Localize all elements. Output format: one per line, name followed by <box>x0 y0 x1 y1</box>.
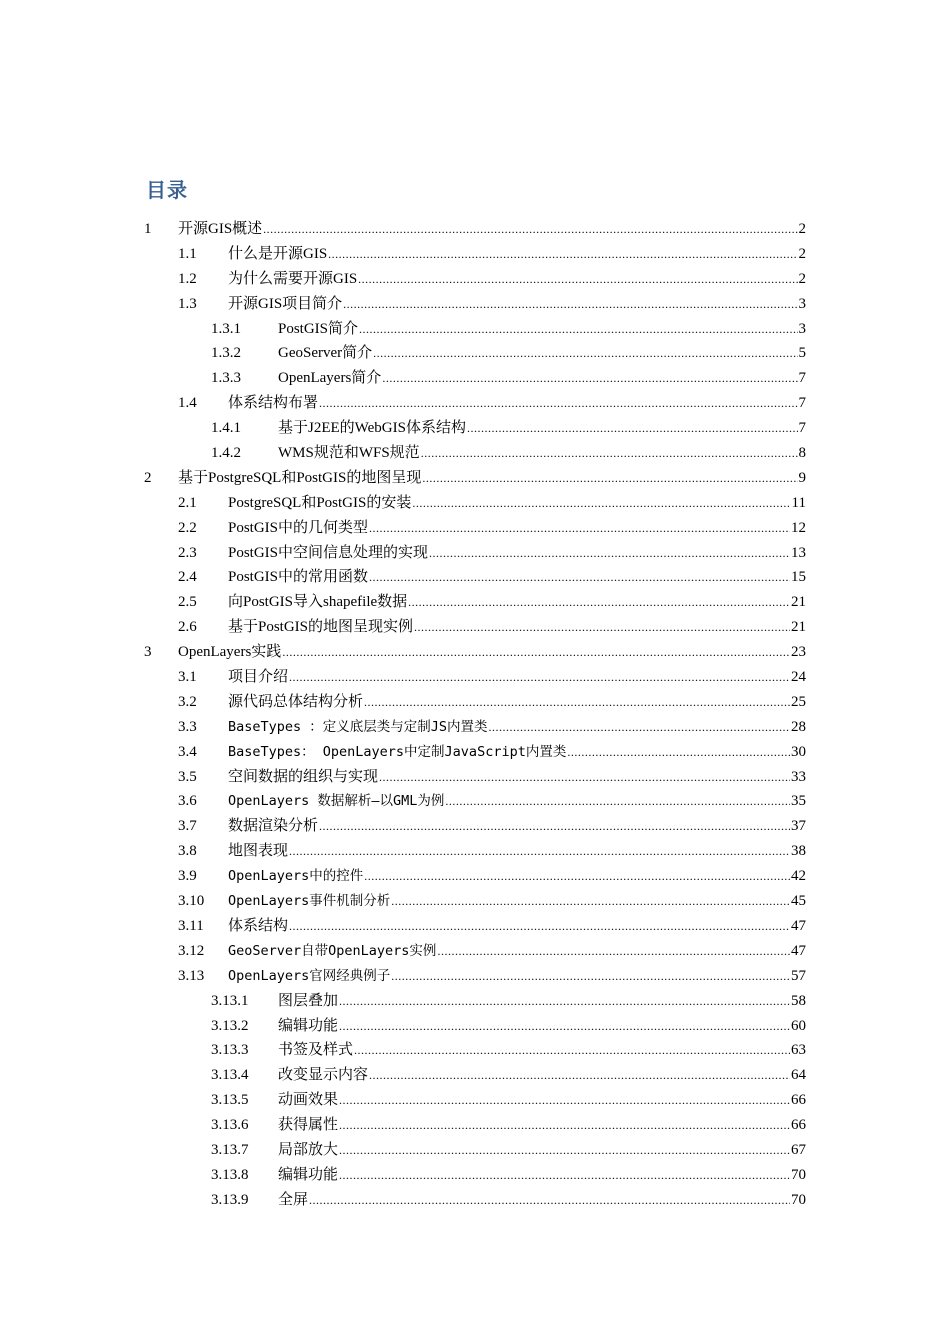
toc-entry-page-number: 58 <box>791 992 806 1009</box>
toc-entry[interactable] <box>0 466 950 491</box>
toc-entry[interactable] <box>0 267 950 292</box>
toc-entry-line <box>228 864 806 889</box>
toc-entry-line <box>278 1113 806 1138</box>
toc-entry[interactable] <box>0 690 950 715</box>
toc-entry-line <box>178 640 806 665</box>
toc-entry-line <box>228 814 806 839</box>
toc-entry[interactable] <box>0 964 950 989</box>
toc-entry-number: 1.1 <box>178 245 197 262</box>
toc-entry-number: 2.4 <box>178 569 197 586</box>
toc-entry[interactable] <box>0 416 950 441</box>
toc-entry-title: GeoServer简介 <box>278 345 373 362</box>
toc-entry-line <box>278 1088 806 1113</box>
dot-leader <box>369 565 790 590</box>
toc-entry-page-number: 35 <box>791 793 806 810</box>
toc-entry-line <box>278 989 806 1014</box>
toc-entry-page-number: 11 <box>791 494 806 511</box>
toc-entry-title: PostGIS中的常用函数 <box>228 569 369 586</box>
toc-entry-number: 3.13.6 <box>211 1117 249 1134</box>
toc-entry-line <box>228 242 806 267</box>
toc-entry-number: 3.2 <box>178 693 197 710</box>
toc-entry[interactable] <box>0 939 950 964</box>
toc-entry[interactable] <box>0 441 950 466</box>
toc-entry-title: OpenLayers中的控件 <box>228 868 364 885</box>
toc-entry-number: 1.4.1 <box>211 420 241 437</box>
toc-entry-title: 开源GIS项目简介 <box>228 295 343 312</box>
toc-entry-number: 3.13.4 <box>211 1067 249 1084</box>
toc-entry-title: PostGIS简介 <box>278 320 359 337</box>
toc-entry[interactable] <box>0 914 950 939</box>
dot-leader <box>339 1138 790 1163</box>
dot-leader <box>289 665 790 690</box>
toc-entry-line <box>178 466 806 491</box>
dot-leader <box>373 341 797 366</box>
toc-entry-number: 2 <box>144 469 152 486</box>
toc-entry-line <box>228 665 806 690</box>
toc-entry-page-number: 5 <box>798 345 806 362</box>
toc-entry-page-number: 3 <box>798 320 806 337</box>
toc-entry-page-number: 21 <box>791 594 806 611</box>
toc-entry-title: 编辑功能 <box>278 1166 339 1183</box>
toc-entry-page-number: 45 <box>791 893 806 910</box>
toc-entry-page-number: 2 <box>798 245 806 262</box>
toc-entry-title: 局部放大 <box>278 1141 339 1158</box>
toc-entry-title: 基于PostgreSQL和PostGIS的地图呈现 <box>178 469 422 486</box>
toc-entry-number: 3.4 <box>178 743 197 760</box>
toc-entry-title: PostGIS中的几何类型 <box>228 519 369 536</box>
toc-entry-line <box>228 516 806 541</box>
toc-entry-title: OpenLayers简介 <box>278 370 382 387</box>
toc-entry-line <box>278 1163 806 1188</box>
toc-entry-line <box>278 1138 806 1163</box>
toc-entry-title: 什么是开源GIS <box>228 245 328 262</box>
toc-entry-title: 书签及样式 <box>278 1042 354 1059</box>
toc-entry-line <box>228 740 806 765</box>
toc-entry-number: 2.6 <box>178 619 197 636</box>
toc-entry-title: 向PostGIS导入shapefile数据 <box>228 594 408 611</box>
toc-entry-title: 改变显示内容 <box>278 1067 369 1084</box>
toc-entry[interactable] <box>0 516 950 541</box>
dot-leader <box>429 541 790 566</box>
toc-entry-line <box>228 765 806 790</box>
toc-entry-title: 动画效果 <box>278 1092 339 1109</box>
toc-entry-number: 1.3.3 <box>211 370 241 387</box>
toc-entry-line <box>278 1014 806 1039</box>
toc-entry-page-number: 70 <box>791 1191 806 1208</box>
dot-leader <box>289 839 790 864</box>
toc-entry-number: 3 <box>144 644 152 661</box>
toc-entry[interactable] <box>0 864 950 889</box>
toc-entry-title: 数据渲染分析 <box>228 818 319 835</box>
dot-leader <box>358 267 797 292</box>
toc-entry[interactable] <box>0 814 950 839</box>
toc-entry-title: 地图表现 <box>228 843 289 860</box>
toc-entry-page-number: 24 <box>791 669 806 686</box>
dot-leader <box>263 217 797 242</box>
toc-entry[interactable] <box>0 1063 950 1088</box>
toc-entry-page-number: 67 <box>791 1141 806 1158</box>
dot-leader <box>408 590 790 615</box>
toc-title: 目录 <box>146 178 188 202</box>
toc-entry-line <box>228 565 806 590</box>
toc-entry-number: 3.7 <box>178 818 197 835</box>
toc-entry-title: OpenLayers官网经典例子 <box>228 967 391 984</box>
toc-entry-page-number: 47 <box>791 942 806 959</box>
toc-entry[interactable] <box>0 317 950 342</box>
dot-leader <box>412 491 790 516</box>
toc-entry-page-number: 23 <box>791 644 806 661</box>
toc-entry-title: 全屏 <box>278 1191 309 1208</box>
toc-entry-number: 2.5 <box>178 594 197 611</box>
toc-entry-number: 1.3.1 <box>211 320 241 337</box>
toc-entry-number: 3.3 <box>178 718 197 735</box>
toc-entry-line <box>228 964 806 989</box>
toc-entry[interactable] <box>0 715 950 740</box>
toc-entry-number: 3.12 <box>178 942 205 959</box>
toc-entry[interactable] <box>0 242 950 267</box>
dot-leader <box>309 1188 790 1213</box>
dot-leader <box>369 1063 790 1088</box>
toc-entry-number: 3.8 <box>178 843 197 860</box>
toc-entry-page-number: 70 <box>791 1166 806 1183</box>
toc-entry-number: 3.13.2 <box>211 1017 249 1034</box>
dot-leader <box>282 640 790 665</box>
toc-entry-page-number: 15 <box>791 569 806 586</box>
toc-entry-line <box>278 341 806 366</box>
toc-entry-page-number: 42 <box>791 868 806 885</box>
toc-entry-page-number: 2 <box>798 270 806 287</box>
toc-entry-line <box>278 317 806 342</box>
toc-entry-number: 3.13.9 <box>211 1191 249 1208</box>
toc-entry-page-number: 25 <box>791 693 806 710</box>
toc-entry-line <box>228 889 806 914</box>
toc-entry-title: 图层叠加 <box>278 992 339 1009</box>
toc-entry-line <box>228 615 806 640</box>
dot-leader <box>289 914 790 939</box>
toc-entry-line <box>228 715 806 740</box>
dot-leader <box>359 317 797 342</box>
toc-entry[interactable] <box>0 1113 950 1138</box>
dot-leader <box>391 889 790 914</box>
toc-entry-title: 编辑功能 <box>278 1017 339 1034</box>
toc-entry-page-number: 2 <box>798 221 806 237</box>
toc-entry-number: 2.2 <box>178 519 197 536</box>
toc-entry-page-number: 13 <box>791 544 806 561</box>
toc-entry-title: OpenLayers事件机制分析 <box>228 893 391 910</box>
toc-entry-number: 2.1 <box>178 494 197 511</box>
dot-leader <box>328 242 797 267</box>
toc-entry[interactable] <box>0 1038 950 1063</box>
toc-entry-line <box>228 789 806 814</box>
toc-list <box>0 217 950 1213</box>
toc-entry[interactable] <box>0 989 950 1014</box>
toc-entry-number: 1 <box>144 221 152 237</box>
toc-entry-number: 3.5 <box>178 768 197 785</box>
toc-entry-title: BaseTypes ：定义底层类与定制JS内置类 <box>228 718 488 735</box>
toc-entry-number: 3.9 <box>178 868 197 885</box>
dot-leader <box>339 989 790 1014</box>
toc-entry-page-number: 38 <box>791 843 806 860</box>
toc-entry-number: 3.1 <box>178 669 197 686</box>
toc-entry-page-number: 7 <box>798 370 806 387</box>
toc-entry[interactable] <box>0 640 950 665</box>
toc-entry-title: WMS规范和WFS规范 <box>278 445 420 462</box>
toc-entry-page-number: 64 <box>791 1067 806 1084</box>
toc-entry-page-number: 57 <box>791 967 806 984</box>
toc-entry[interactable] <box>0 565 950 590</box>
toc-entry-number: 1.3 <box>178 295 197 312</box>
toc-entry-page-number: 3 <box>798 295 806 312</box>
toc-entry-page-number: 66 <box>791 1092 806 1109</box>
dot-leader <box>422 466 797 491</box>
toc-entry-number: 2.3 <box>178 544 197 561</box>
dot-leader <box>379 765 790 790</box>
toc-entry-number: 3.13.8 <box>211 1166 249 1183</box>
dot-leader <box>437 939 790 964</box>
toc-entry-title: 基于PostGIS的地图呈现实例 <box>228 619 414 636</box>
toc-entry-number: 3.13.7 <box>211 1141 249 1158</box>
dot-leader <box>445 789 790 814</box>
toc-entry-number: 3.6 <box>178 793 197 810</box>
toc-entry[interactable] <box>0 740 950 765</box>
toc-entry-line <box>278 1063 806 1088</box>
toc-entry-line <box>278 366 806 391</box>
toc-entry-number: 1.2 <box>178 270 197 287</box>
toc-entry[interactable] <box>0 1163 950 1188</box>
toc-entry-page-number: 37 <box>791 818 806 835</box>
toc-entry[interactable] <box>0 1088 950 1113</box>
toc-entry-page-number: 12 <box>791 519 806 536</box>
dot-leader <box>421 441 798 466</box>
toc-entry-number: 3.13 <box>178 967 205 984</box>
toc-entry-page-number: 9 <box>798 469 806 486</box>
toc-entry-title: PostGIS中空间信息处理的实现 <box>228 544 429 561</box>
toc-entry-page-number: 33 <box>791 768 806 785</box>
toc-entry-page-number: 7 <box>798 395 806 412</box>
toc-entry-line <box>228 839 806 864</box>
dot-leader <box>567 740 790 765</box>
toc-entry-line <box>228 292 806 317</box>
toc-entry-title: BaseTypes： OpenLayers中定制JavaScript内置类 <box>228 743 567 760</box>
toc-entry-title: 为什么需要开源GIS <box>228 270 358 287</box>
toc-entry-line <box>278 441 806 466</box>
dot-leader <box>319 814 790 839</box>
toc-entry[interactable] <box>0 341 950 366</box>
dot-leader <box>382 366 797 391</box>
toc-entry-title: 基于J2EE的WebGIS体系结构 <box>278 420 466 437</box>
toc-entry-line <box>278 1188 806 1213</box>
toc-entry[interactable] <box>0 1188 950 1213</box>
toc-entry-line <box>228 690 806 715</box>
dot-leader <box>391 964 790 989</box>
toc-entry[interactable] <box>0 541 950 566</box>
toc-entry-number: 3.10 <box>178 893 205 910</box>
toc-entry-title: 空间数据的组织与实现 <box>228 768 379 785</box>
toc-entry-number: 1.4.2 <box>211 445 241 462</box>
toc-entry[interactable] <box>0 1014 950 1039</box>
dot-leader <box>364 690 790 715</box>
toc-entry-title: GeoServer自带OpenLayers实例 <box>228 942 437 959</box>
toc-entry-number: 3.13.3 <box>211 1042 249 1059</box>
dot-leader <box>489 715 790 740</box>
toc-entry-line <box>228 491 806 516</box>
toc-entry-page-number: 60 <box>791 1017 806 1034</box>
toc-entry-line <box>228 590 806 615</box>
toc-entry[interactable] <box>0 615 950 640</box>
toc-entry[interactable] <box>0 292 950 317</box>
dot-leader <box>369 516 790 541</box>
toc-entry-page-number: 66 <box>791 1117 806 1134</box>
toc-entry[interactable] <box>0 217 950 242</box>
toc-entry-title: 源代码总体结构分析 <box>228 693 364 710</box>
toc-entry-line <box>278 1038 806 1063</box>
dot-leader <box>354 1038 790 1063</box>
dot-leader <box>414 615 790 640</box>
toc-entry-line <box>228 391 806 416</box>
dot-leader <box>339 1014 790 1039</box>
toc-entry-page-number: 7 <box>798 420 806 437</box>
toc-entry[interactable] <box>0 889 950 914</box>
toc-entry-title: 获得属性 <box>278 1117 339 1134</box>
toc-entry[interactable] <box>0 491 950 516</box>
dot-leader <box>339 1113 790 1138</box>
toc-entry[interactable] <box>0 590 950 615</box>
toc-entry-title: OpenLayers实践 <box>178 644 282 661</box>
toc-entry-line <box>178 217 806 242</box>
toc-entry-line <box>278 416 806 441</box>
toc-entry-title: 开源GIS概述 <box>178 221 263 237</box>
toc-entry-line <box>228 267 806 292</box>
dot-leader <box>364 864 790 889</box>
toc-entry-number: 3.13.1 <box>211 992 249 1009</box>
toc-entry-title: 体系结构 <box>228 917 289 934</box>
dot-leader <box>339 1163 790 1188</box>
toc-entry-page-number: 30 <box>791 743 806 760</box>
toc-entry-page-number: 63 <box>791 1042 806 1059</box>
toc-entry-title: 体系结构布署 <box>228 395 319 412</box>
dot-leader <box>319 391 797 416</box>
toc-entry[interactable] <box>0 839 950 864</box>
toc-entry-number: 1.4 <box>178 395 197 412</box>
toc-entry-number: 1.3.2 <box>211 345 241 362</box>
toc-entry-line <box>228 939 806 964</box>
toc-entry-page-number: 8 <box>798 445 806 462</box>
toc-entry[interactable] <box>0 789 950 814</box>
toc-entry[interactable] <box>0 765 950 790</box>
toc-entry[interactable] <box>0 1138 950 1163</box>
toc-entry[interactable] <box>0 366 950 391</box>
toc-entry-number: 3.11 <box>178 917 204 934</box>
toc-entry[interactable] <box>0 391 950 416</box>
toc-entry[interactable] <box>0 665 950 690</box>
toc-entry-line <box>228 541 806 566</box>
toc-entry-page-number: 21 <box>791 619 806 636</box>
toc-entry-page-number: 47 <box>791 917 806 934</box>
toc-entry-title: 项目介绍 <box>228 669 289 686</box>
dot-leader <box>339 1088 790 1113</box>
toc-entry-number: 3.13.5 <box>211 1092 249 1109</box>
toc-entry-title: PostgreSQL和PostGIS的安装 <box>228 494 412 511</box>
dot-leader <box>467 416 798 441</box>
dot-leader <box>343 292 797 317</box>
toc-entry-page-number: 28 <box>791 718 806 735</box>
toc-entry-line <box>228 914 806 939</box>
toc-entry-title: OpenLayers 数据解析—以GML为例 <box>228 793 445 810</box>
